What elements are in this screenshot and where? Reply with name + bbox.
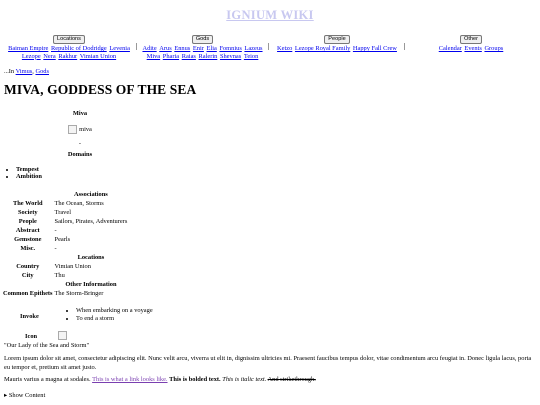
- infobox-row-value: Sailors, Pirates, Adventurers: [54, 218, 128, 225]
- infobox-row-value: Vimian Union: [54, 263, 91, 270]
- domain-item: • Tempest: [16, 166, 42, 173]
- infobox-row: [2, 226, 128, 235]
- breadcrumb-prefix: ...In: [4, 68, 15, 75]
- infobox-row-label: Misc.: [20, 245, 36, 252]
- nav-link-pharia[interactable]: Pharia: [162, 52, 180, 60]
- nav-link-raias[interactable]: Raias: [181, 52, 196, 60]
- infobox-row-value: The Ocean, Storms: [54, 200, 104, 207]
- site-title: [0, 8, 540, 24]
- nav-link-teion[interactable]: Teion: [243, 52, 259, 60]
- infobox-row-value: -: [54, 227, 57, 234]
- nav-divider: [268, 43, 269, 50]
- infobox-row: [2, 199, 128, 208]
- nav-link-ketzo[interactable]: Ketzo: [277, 45, 293, 52]
- nav-divider: [404, 43, 405, 50]
- infobox-image-alt: miva: [79, 125, 92, 133]
- nav-link-ralerin[interactable]: Ralerin: [198, 52, 218, 60]
- nav-group-button-locations[interactable]: Locations: [53, 35, 85, 44]
- domains-list: [10, 166, 42, 180]
- details-summary: Show Content: [8, 392, 46, 399]
- infobox-icon-label: Icon: [25, 333, 38, 340]
- nav-links-people: [272, 45, 402, 53]
- infobox-row: [2, 235, 128, 244]
- page-title: MIVA, GODDESS OF THE SEA: [4, 82, 197, 97]
- nav-link-elia[interactable]: Elia: [206, 45, 217, 52]
- nav-link-groups[interactable]: Groups: [484, 45, 504, 52]
- nav-link-enir[interactable]: Enir: [192, 45, 204, 52]
- nav-link-adite[interactable]: Adite: [142, 45, 157, 52]
- infobox-image: [60, 125, 100, 134]
- breadcrumb-link-gods[interactable]: Gods: [35, 68, 49, 75]
- nav-divider: [136, 43, 137, 50]
- nav-link-happy-fall-crew[interactable]: Happy Fall Crew: [352, 45, 397, 52]
- sample-link[interactable]: This is what a link looks like.: [92, 376, 168, 383]
- infobox-invoke-label: Invoke: [20, 313, 39, 320]
- invoke-item: • To end a storm: [76, 315, 153, 323]
- nav-group-button-people[interactable]: People: [324, 35, 349, 44]
- infobox-caption: -: [78, 140, 82, 147]
- domain-item: • Ambition: [16, 173, 42, 180]
- nav-link-shevnas[interactable]: Shevnas: [219, 52, 242, 60]
- infobox-table: [2, 190, 128, 298]
- nav-link-rakhur[interactable]: Rakhur: [58, 52, 78, 60]
- nav-link-fomnius[interactable]: Fomnius: [219, 45, 242, 52]
- infobox-row: [2, 244, 128, 253]
- details-toggle[interactable]: [4, 392, 45, 400]
- nav-link-lezope[interactable]: Lezope: [21, 52, 41, 60]
- strikethrough-text: And strikethrough.: [267, 376, 316, 383]
- nav-link-nera[interactable]: Nera: [43, 52, 56, 60]
- infobox-domains-label: Domains: [67, 151, 93, 158]
- disclosure-triangle-icon: ▸: [4, 392, 8, 399]
- infobox-row: [2, 289, 128, 298]
- infobox-row: [2, 217, 128, 226]
- infobox-row: [2, 262, 128, 271]
- infobox-row-label: Common Epithets: [3, 290, 53, 297]
- nav-link-lazeus[interactable]: Lazeus: [244, 45, 263, 52]
- infobox-row-value: -: [54, 245, 57, 252]
- italic-text: This is italic text.: [222, 376, 267, 383]
- nav-link-republic-of-dodridge[interactable]: Republic of Dodridge: [50, 45, 107, 52]
- broken-image-icon: [58, 331, 67, 340]
- nav-group-button-gods[interactable]: Gods: [192, 35, 213, 44]
- broken-image-icon: [68, 125, 77, 134]
- nav-links-other: [430, 45, 512, 53]
- paragraph: [4, 376, 316, 384]
- nav-group-other: [430, 35, 512, 53]
- nav-link-lezope-royal-family[interactable]: Lezope Royal Family: [294, 45, 351, 52]
- nav-link-ennus[interactable]: Ennus: [174, 45, 191, 52]
- infobox-row-value: The Storm-Bringer: [54, 290, 104, 297]
- nav-group-people: [272, 35, 402, 53]
- infobox-section-associations: Associations: [74, 191, 108, 198]
- infobox-row-value: Thu: [54, 272, 65, 279]
- infobox-row-value: Travel: [54, 209, 71, 216]
- infobox-row-label: The World: [12, 200, 43, 207]
- infobox-section-locations: Locations: [77, 254, 105, 261]
- breadcrumb: ...In Vimus, Gods: [4, 68, 49, 75]
- nav-link-vimian-union[interactable]: Vimian Union: [79, 52, 117, 60]
- breadcrumb-link-vimus[interactable]: Vimus: [15, 68, 33, 75]
- nav-link-baiman-empire[interactable]: Baiman Empire: [8, 45, 49, 52]
- invoke-item: • When embarking on a voyage: [76, 307, 153, 315]
- bold-text: This is bolded text.: [169, 376, 221, 383]
- invoke-list: [68, 307, 153, 322]
- nav-links-locations: [4, 45, 134, 60]
- nav-link-arus[interactable]: Arus: [159, 45, 172, 52]
- infobox-row-label: Abstract: [15, 227, 40, 234]
- infobox-row-value: Pearls: [54, 236, 71, 243]
- infobox-row-label: Gemstone: [14, 236, 42, 243]
- infobox-name: Miva: [72, 110, 88, 117]
- infobox-section-other-information: Other Information: [65, 281, 117, 288]
- site-title-link[interactable]: IGNIUM WIKI: [226, 8, 314, 22]
- infobox-row-label: Country: [16, 263, 40, 270]
- nav-link-levenia[interactable]: Levenia: [109, 45, 130, 52]
- paragraph-text: Mauris varius a magna at sodales.: [4, 376, 91, 383]
- nav-group-gods: [140, 35, 265, 60]
- nav-link-events[interactable]: Events: [464, 45, 482, 52]
- infobox-row-label: City: [21, 272, 34, 279]
- nav-link-miva[interactable]: Miva: [146, 52, 161, 60]
- nav-group-button-other[interactable]: Other: [460, 35, 482, 44]
- infobox-row-label: People: [18, 218, 37, 225]
- paragraph: Lorem ipsum dolor sit amet, consectetur adipiscing elit. Nunc velit arcu, viverra ut elit in, dignissim ultricies mi. Praesent faucibus tempus dolor, vitae condimentum arcu feugiat in. Donec ligula lacus, porta eu tempor et, pretium sit amet justo.: [4, 355, 532, 371]
- infobox-row-label: Society: [18, 209, 38, 216]
- nav-group-locations: [4, 35, 134, 60]
- nav-link-calendar[interactable]: Calendar: [438, 45, 462, 52]
- nav-links-gods: [140, 45, 265, 60]
- quote-text: "Our Lady of the Sea and Storm": [4, 342, 90, 349]
- infobox-row: [2, 208, 128, 217]
- infobox-row: [2, 271, 128, 280]
